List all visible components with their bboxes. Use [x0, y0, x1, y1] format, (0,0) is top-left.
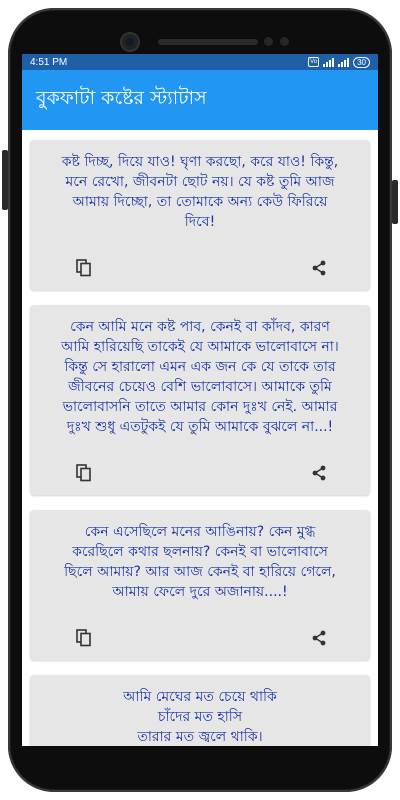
status-text: কেন এসেছিলে মনের আঙিনায়? কেন মুগ্ধ করেছিলে কথার ছলনায়? কেনই বা ভালোবাসে ছিলে আমায়? আর আজ কেনই বা হারিয়ে গেলে, আমায় ফেলে দুরে অজানায়....!: [64, 524, 336, 600]
status-list[interactable]: [22, 130, 378, 746]
status-time: 4:51 PM: [30, 56, 68, 68]
status-text: কষ্ট দিচ্ছ, দিয়ে যাও! ঘৃণা করছো, করে যাও! কিন্তু, মনে রেখো, জীবনটা ছোট নয়। যে কষ্ট তুমি আজ আমায় দিচ্ছো, তা তোমাকে অন্য কেউ ফিরিয়ে দিবে!: [61, 154, 339, 230]
light-sensor: [280, 37, 289, 46]
earpiece-speaker: [158, 39, 258, 45]
copy-icon: [76, 464, 92, 482]
power-button: [392, 180, 398, 224]
status-bar: [22, 54, 378, 70]
copy-icon: [76, 259, 92, 277]
share-icon: [311, 630, 327, 646]
status-card: [30, 675, 370, 746]
proximity-sensor: [264, 37, 273, 46]
card-actions: [30, 246, 370, 290]
signal-icon: [323, 58, 334, 67]
status-card: [30, 140, 370, 290]
share-icon: [311, 260, 327, 276]
share-button[interactable]: [307, 626, 331, 650]
app-title: বুকফাটা কষ্টের স্ট্যাটাস: [36, 87, 207, 109]
volte-icon: Vo: [310, 59, 318, 65]
signal-icon-2: [338, 58, 349, 67]
share-icon: [311, 465, 327, 481]
front-camera: [122, 34, 138, 50]
screen: [22, 54, 378, 746]
copy-button[interactable]: [72, 626, 96, 650]
share-button[interactable]: [307, 256, 331, 280]
card-actions: [30, 616, 370, 660]
battery-icon: 30: [353, 57, 370, 68]
copy-button[interactable]: [72, 461, 96, 485]
status-text: আমি মেঘের মত চেয়ে থাকি চাঁদের মত হাসি তারার মত জ্বলে থাকি।: [123, 689, 277, 745]
status-icons: [308, 57, 370, 68]
copy-icon: [76, 629, 92, 647]
share-button[interactable]: [307, 461, 331, 485]
card-actions: [30, 451, 370, 495]
volume-button: [2, 150, 8, 210]
status-text: কেন আমি মনে কষ্ট পাব, কেনই বা কাঁদব, কারণ আমি হারিয়েছি তাকেই যে আমাকে ভালোবাসে না। কিন্তু সে হারালো এমন এক জন কে যে তাকে তার জীবনের চেয়েও বেশি ভালোবাসে। আমাকে তুমি ভালোবাসনি তাতে আমার কোন দুঃখ নেই. আমার দুঃখ শুধু এতটুকই যে তুমি আমাকে বুঝলে না...!: [61, 319, 339, 435]
status-card: [30, 510, 370, 660]
status-card: [30, 305, 370, 495]
copy-button[interactable]: [72, 256, 96, 280]
app-bar: [22, 70, 378, 130]
